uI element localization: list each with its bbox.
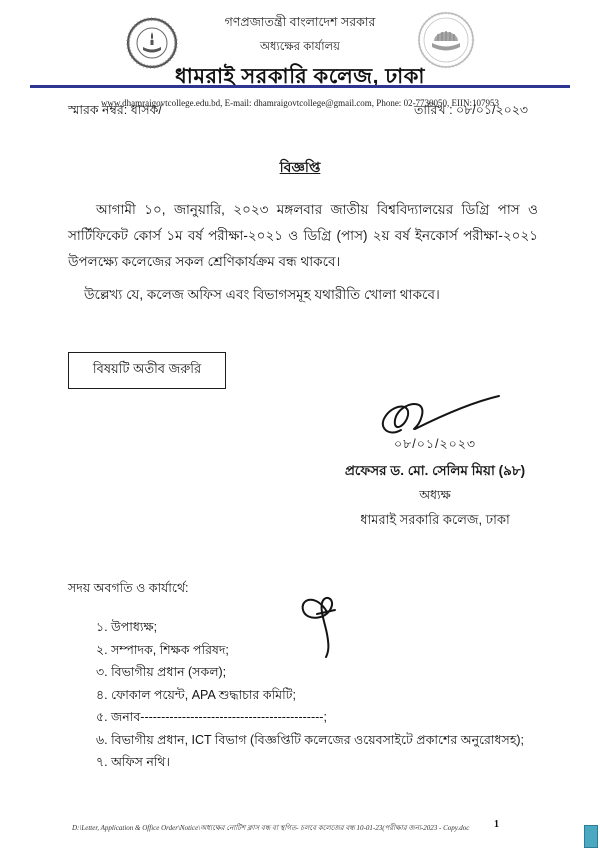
list-item: ৩. বিভাগীয় প্রধান (সকল);: [96, 665, 227, 679]
letterhead: [0, 14, 600, 108]
scrollbar-thumb[interactable]: [584, 825, 598, 848]
urgent-note-box: বিষয়টি অতীব জরুরি: [68, 352, 226, 389]
office-line: অধ্যক্ষের কার্যালয়: [260, 41, 340, 53]
college-name: ধামরাই সরকারি কলেজ, ঢাকা: [174, 65, 425, 88]
list-item: ১. উপাধ্যক্ষ;: [96, 620, 158, 634]
principal-signature-scribble: [365, 392, 505, 440]
signature-date: ০৮/০১/২০২৩: [394, 437, 476, 451]
page-number: 1: [494, 819, 499, 830]
document-file-path: D:\Letter, Application & Office Order\Notice\অধ্যক্ষের নোটিশ ক্লাস বন্ধ বা স্থগিত- চলবে কলেজের বন্ধ 10-01-23(পরীক্ষার জন্য-2023 - Copy.doc: [72, 824, 470, 832]
list-item: ৬. বিভাগীয় প্রধান, ICT বিভাগ (বিজ্ঞপ্তিটি কলেজের ওয়েবসাইটে প্রকাশের অনুরোধসহ);: [96, 732, 525, 747]
list-item: ৫. জনাব--------------------------------------------;: [96, 710, 327, 724]
initial-signature-scribble: [295, 590, 350, 660]
government-line: গণপ্রজাতন্ত্রী বাংলাদেশ সরকার: [224, 15, 376, 29]
list-item: ২. সম্পাদক, শিক্ষক পরিষদ;: [96, 642, 229, 657]
distribution-heading: সদয় অবগতি ও কার্যার্থে:: [68, 581, 189, 595]
notice-paragraph-1: আগামী ১০, জানুয়ারি, ২০২৩ মঙ্গলবার জাতীয় বিশ্ববিদ্যালয়ের ডিগ্রি পাস ও সার্টিফিকেট কোর্স ১ম বর্ষ পরীক্ষা-২০২১ ও ডিগ্রি (পাস) ২য় বর্ষ ইনকোর্স পরীক্ষা-২০২১ উপলক্ষ্যে কলেজের সকল শ্রেণিকার্যক্রম বন্ধ থাকবে।: [68, 202, 538, 269]
signature-block: [308, 392, 562, 532]
header-divider-rule: [30, 85, 570, 88]
list-item: ৪. ফোকাল পয়েন্ট, APA শুদ্ধাচার কমিটি;: [96, 687, 296, 702]
list-item: ৭. অফিস নথি।: [96, 755, 170, 769]
principal-designation: অধ্যক্ষ: [419, 488, 451, 502]
memo-number: স্মারক নম্বর: ধাসক/: [68, 103, 162, 117]
notice-title: বিজ্ঞপ্তি: [279, 159, 321, 175]
principal-name: প্রফেসর ড. মো. সেলিম মিয়া (৯৮): [344, 463, 526, 478]
contact-line: www.dhamraigovtcollege.edu.bd, E-mail: dhamraigovtcollege@gmail.com, Phone: 02-7730050, EIIN:107953: [100, 98, 500, 108]
memo-row: [68, 102, 528, 122]
notice-paragraph-2: উল্লেখ্য যে, কলেজ অফিস এবং বিভাগসমূহ যথারীতি খোলা থাকবে।: [84, 287, 440, 302]
memo-date: তারিখ : ০৮/০১/২০২৩: [413, 103, 528, 117]
principal-organization: ধামরাই সরকারি কলেজ, ঢাকা: [360, 512, 510, 527]
